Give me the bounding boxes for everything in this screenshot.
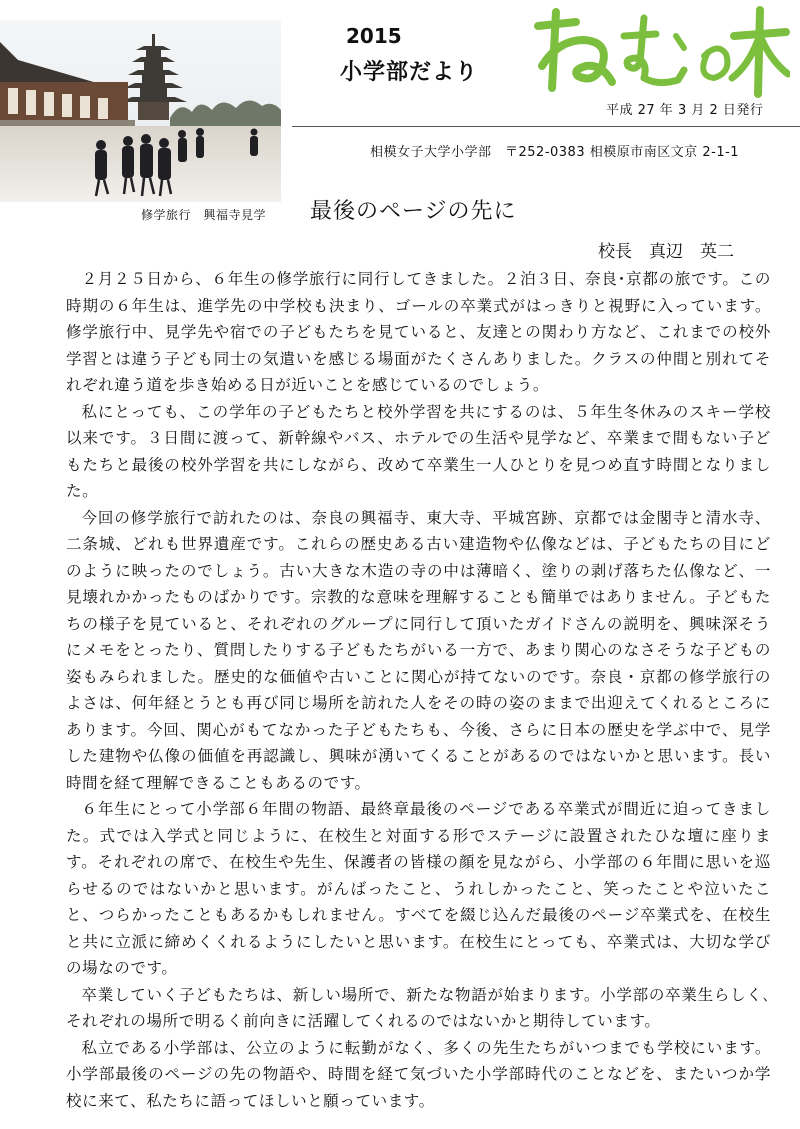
article-paragraph: ６年生にとって小学部６年間の物語、最終章最後のページである卒業式が間近に迫ってきました。式では入学式と同じように、在校生と対面する形でステージに設置されたひな壇に座ります。それぞれの席で、在校生や先生、保護者の皆様の顔を見ながら、小学部の６年間に思いを巡らせるのではないかと思います。がんばったこと、うれしかったこと、笑ったことや泣いたこと、つらかったこともあるかもしれません。すべてを綴じ込んだ最後のページ卒業式を、在校生と共に立派に締めくくれるようにしたいと思います。在校生にとっても、卒業式は、大切な学びの場なのです。: [66, 800, 771, 977]
temple-photo-illustration: [0, 20, 281, 202]
newsletter-name: 小学部だより: [340, 60, 479, 85]
header-divider: [292, 126, 800, 127]
article-paragraph: ２月２５日から、６年生の修学旅行に同行してきました。２泊３日、奈良･京都の旅です。この時期の６年生は、進学先の中学校も決まり、ゴールの卒業式がはっきりと視野に入っています。修学旅行中、見学先や宿での子どもたちを見ていると、友達との関わり方など、これまでの校外学習とは違う子ども同士の気遣いを感じる場面がたくさんありました。クラスの仲間と別れてそれぞれ違う道を歩き始める日が近いことを感じているのでしょう。: [66, 270, 771, 394]
photo-caption: 修学旅行 興福寺見学: [141, 208, 267, 222]
article-paragraph: 卒業していく子どもたちは、新しい場所で、新たな物語が始まります。小学部の卒業生らしく､それぞれの場所で明るく前向きに活躍してくれるのではないかと期待しています。: [66, 985, 771, 1030]
article-author: 校長 真辺 英二: [598, 242, 734, 262]
newsletter-year: 2015: [346, 24, 402, 48]
publisher-address: 相模女子大学小学部 〒252-0383 相模原市南区文京 2-1-1: [370, 145, 740, 160]
nemunoki-logo: [528, 6, 790, 98]
issue-date: 平成 27 年 3 月 2 日発行: [606, 103, 764, 118]
article-paragraph: 私にとっても、この学年の子どもたちと校外学習を共にするのは、５年生冬休みのスキー学校以来です。３日間に渡って、新幹線やバス、ホテルでの生活や見学など、卒業まで間もない子どもたちと最後の校外学習を共にしながら、改めて卒業生一人ひとりを見つめ直す時間となりました。: [66, 402, 771, 500]
article-paragraph: 私立である小学部は、公立のように転勤がなく、多くの先生たちがいつまでも学校にいます。小学部最後のページの先の物語や、時間を経て気づいた小学部時代のことなどを、またいつか学校に来て、私たちに語ってほしいと願っています。: [66, 1038, 771, 1110]
temple-visit-photo: [0, 20, 281, 202]
nemunoki-logo-artwork: [528, 6, 790, 98]
article-title: 最後のページの先に: [310, 199, 517, 224]
article-paragraph: 今回の修学旅行で訪れたのは、奈良の興福寺、東大寺、平城宮跡、京都では金閣寺と清水寺、二条城、どれも世界遺産です。これらの歴史ある古い建造物や仏像などは、子どもたちの目にどのように映ったのでしょう。古い大きな木造の寺の中は薄暗く、塗りの剥げ落ちた仏像など、一見壊れかかったものばかりです。宗教的な意味を理解することも簡単ではありません。子どもたちの様子を見ていると、それぞれのグループに同行して頂いたガイドさんの説明を、興味深そうにメモをとったり、質問したりする子どもたちがいる一方で、あまり関心のなさそうな子どもの姿もみられました。歴史的な価値や古いことに関心が持てないのです。奈良・京都の修学旅行のよさは、何年経とうとも再び同じ場所を訪れた人をその時の姿のままで出迎えてくれるところにあります。今回、関心がもてなかった子どもたちも、今後、さらに日本の歴史を学ぶ中で、見学した建物や仏像の価値を再認識し、興味が湧いてくることがあるのではないかと思います。長い時間を経て理解できることもあるのです。: [66, 508, 771, 792]
article-body: [66, 266, 771, 1114]
